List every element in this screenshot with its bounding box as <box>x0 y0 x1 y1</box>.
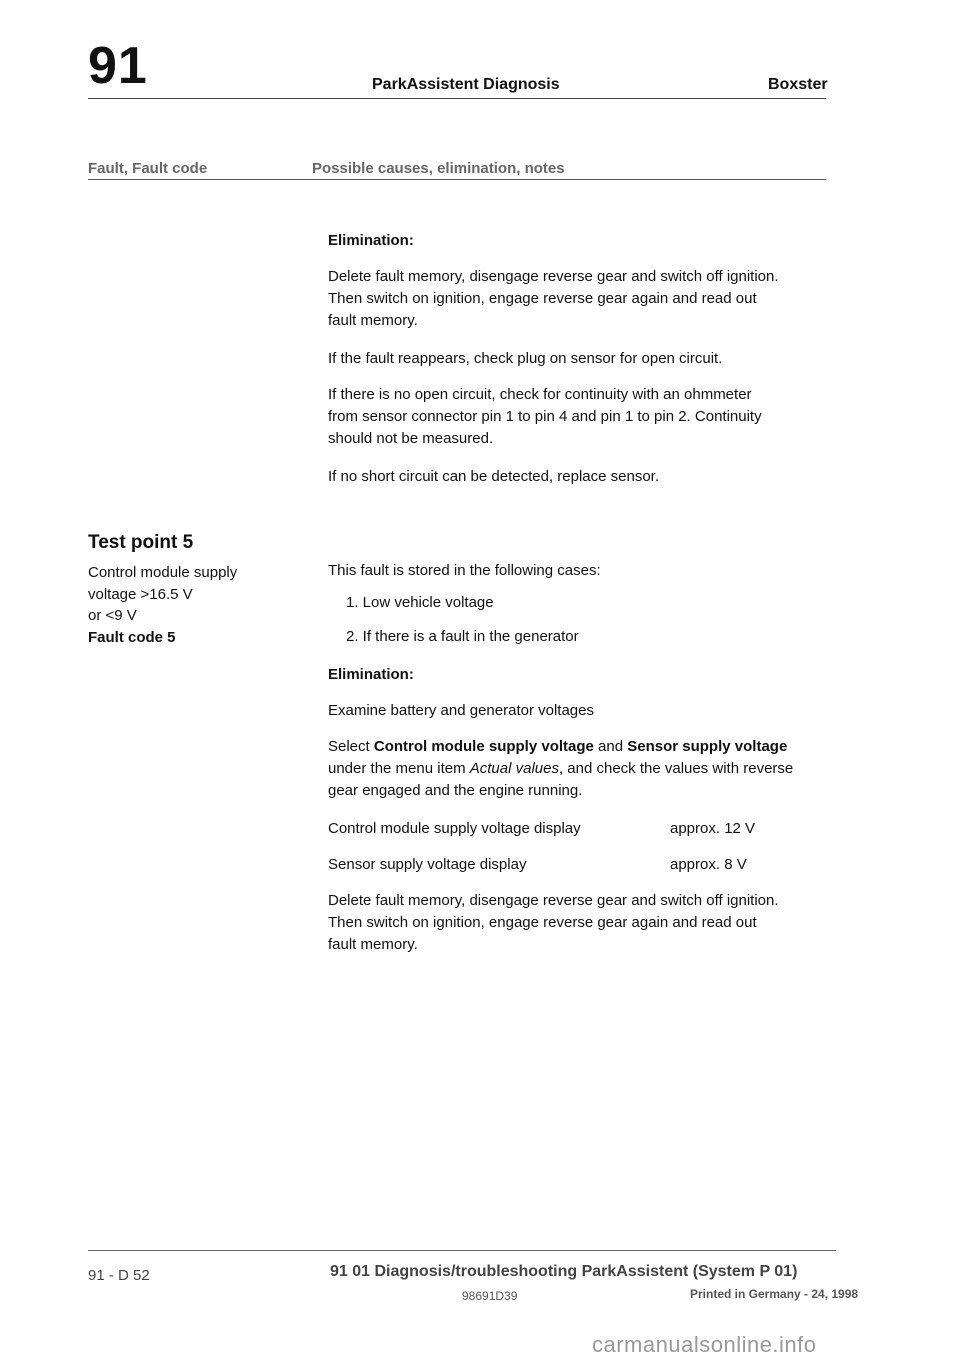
fault-code-label: Fault code 5 <box>88 629 176 646</box>
paragraph-line: Then switch on ignition, engage reverse gear again and read out <box>328 914 757 931</box>
paragraph-line: should not be measured. <box>328 430 494 447</box>
list-item: 2. If there is a fault in the generator <box>346 628 579 645</box>
paragraph-line: If no short circuit can be detected, replace sensor. <box>328 468 660 485</box>
paragraph-line: from sensor connector pin 1 to pin 4 and pin 1 to pin 2. Continuity <box>328 408 762 425</box>
column-heading-rule <box>88 179 826 180</box>
paragraph-line <box>328 736 828 758</box>
test-point-text: voltage >16.5 V <box>88 586 193 603</box>
watermark-text: carmanualsonline.info <box>592 1332 817 1357</box>
emphasis-text: Control module supply voltage <box>373 738 594 755</box>
paragraph-line: fault memory. <box>328 936 418 953</box>
test-point-text: Control module supply <box>88 564 238 581</box>
page-header-model: Boxster <box>768 76 828 93</box>
elimination-heading: Elimination: <box>328 232 414 249</box>
column-heading-fault: Fault, Fault code <box>88 160 208 177</box>
paragraph-line <box>328 758 828 780</box>
text-run: and <box>593 738 628 755</box>
test-point-text: or <9 V <box>88 607 137 624</box>
footer-document-code: 98691D39 <box>462 1289 518 1303</box>
footer-printed-note: Printed in Germany - 24, 1998 <box>690 1287 859 1301</box>
test-point-title: Test point 5 <box>88 532 194 553</box>
paragraph-line: If the fault reappears, check plug on sensor for open circuit. <box>328 350 723 367</box>
header-rule <box>88 98 826 99</box>
footer-title: 91 01 Diagnosis/troubleshooting ParkAssistent (System P 01) <box>330 1263 798 1280</box>
paragraph-line: gear engaged and the engine running. <box>328 782 583 799</box>
paragraph-line: Delete fault memory, disengage reverse gear and switch off ignition. <box>328 892 779 909</box>
text-run: under the menu item <box>328 760 470 777</box>
elimination-heading: Elimination: <box>328 666 414 683</box>
column-heading-causes: Possible causes, elimination, notes <box>312 160 565 177</box>
paragraph-line: fault memory. <box>328 312 418 329</box>
value-row-label: Sensor supply voltage display <box>328 856 527 873</box>
footer-rule <box>88 1250 836 1251</box>
paragraph-line: Delete fault memory, disengage reverse gear and switch off ignition. <box>328 268 779 285</box>
page-header-title: ParkAssistent Diagnosis <box>372 76 560 93</box>
menu-item-name: Actual values <box>469 760 559 777</box>
value-row-label: Control module supply voltage display <box>328 820 581 837</box>
value-row-value: approx. 8 V <box>670 856 747 873</box>
footer-page-number: 91 - D 52 <box>88 1267 150 1284</box>
text-run: Select <box>328 738 374 755</box>
value-row-value: approx. 12 V <box>670 820 756 837</box>
emphasis-text: Sensor supply voltage <box>627 738 788 755</box>
chapter-number: 91 <box>88 37 148 95</box>
paragraph-line: This fault is stored in the following cases: <box>328 562 601 579</box>
paragraph-line: Then switch on ignition, engage reverse gear again and read out <box>328 290 757 307</box>
paragraph-line: If there is no open circuit, check for continuity with an ohmmeter <box>328 386 752 403</box>
text-run: , and check the values with reverse <box>558 760 794 777</box>
paragraph-line: Examine battery and generator voltages <box>328 702 594 719</box>
list-item: 1. Low vehicle voltage <box>346 594 494 611</box>
